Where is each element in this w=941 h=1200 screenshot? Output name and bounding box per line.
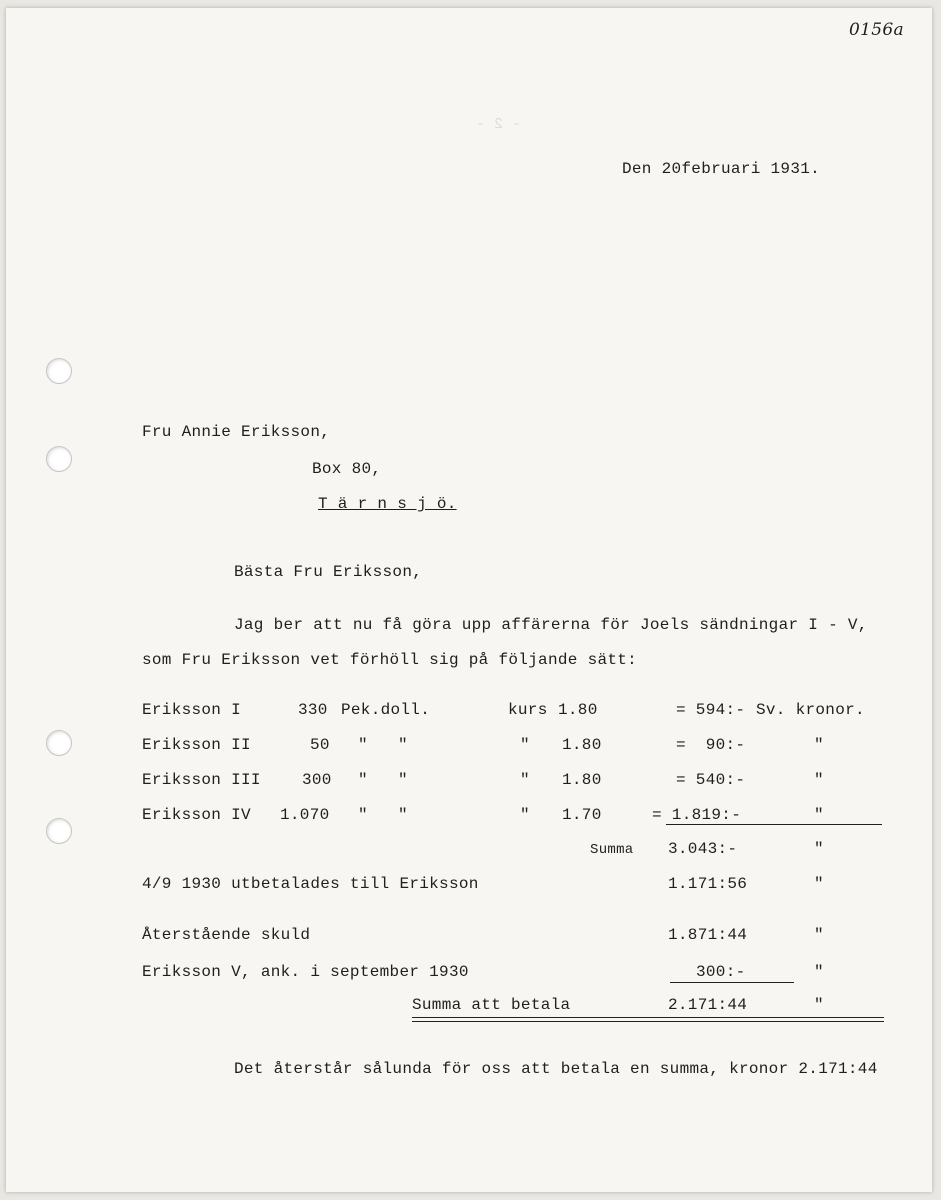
row-ditto: "	[398, 771, 408, 789]
row-amount: 330	[298, 701, 328, 719]
row-rate: 1.80	[562, 771, 602, 789]
row-rate-label: kurs	[508, 701, 548, 719]
total-currency: "	[814, 996, 824, 1014]
bleed-through-text	[76, 168, 688, 185]
fifth-label: Eriksson V, ank. i september 1930	[142, 963, 469, 981]
subtotal-rule	[666, 824, 882, 825]
row-name: Eriksson II	[142, 736, 251, 754]
row-name: Eriksson IV	[142, 806, 251, 824]
letter-page	[6, 8, 932, 1192]
row-currency: "	[814, 771, 824, 789]
row-ditto: "	[398, 736, 408, 754]
intro-line-2: som Fru Eriksson vet förhöll sig på följande sätt:	[142, 651, 638, 669]
remaining-currency: "	[814, 926, 824, 944]
row-name: Eriksson III	[142, 771, 261, 789]
row-currency: "	[814, 806, 824, 824]
row-unit: "	[358, 806, 368, 824]
remaining-value: 1.871:44	[668, 926, 748, 944]
row-rate: 1.80	[558, 701, 598, 719]
row-rate: 1.80	[562, 736, 602, 754]
row-unit: "	[358, 771, 368, 789]
row-rate-label: "	[520, 736, 530, 754]
summa-value: 3.043:-	[668, 840, 738, 858]
date-line: Den 20februari 1931.	[622, 160, 821, 178]
row-unit: "	[358, 736, 368, 754]
row-name: Eriksson I	[142, 701, 242, 719]
row-currency: "	[814, 736, 824, 754]
summa-currency: "	[814, 840, 824, 858]
row-rate: 1.70	[562, 806, 602, 824]
total-rule-top	[412, 1017, 884, 1018]
recipient-name: Fru Annie Eriksson,	[142, 423, 331, 441]
row-rate-label: "	[520, 806, 530, 824]
row-ditto: "	[398, 806, 408, 824]
recipient-box: Box 80,	[312, 460, 382, 478]
archive-number: 0156a	[849, 20, 904, 40]
punch-hole	[46, 818, 72, 844]
greeting: Bästa Fru Eriksson,	[234, 563, 423, 581]
row-sek: = 594:-	[676, 701, 746, 719]
punch-hole	[46, 730, 72, 756]
total-label: Summa att betala	[412, 996, 571, 1014]
row-sek: = 540:-	[676, 771, 746, 789]
row-currency: Sv. kronor.	[756, 701, 865, 719]
closing-line: Det återstår sålunda för oss att betala en summa, kronor 2.171:44	[234, 1060, 878, 1078]
paid-currency: "	[814, 875, 824, 893]
fifth-currency: "	[814, 963, 824, 981]
punch-hole	[46, 446, 72, 472]
fifth-rule	[670, 982, 794, 983]
row-unit: Pek.doll.	[341, 701, 431, 719]
row-rate-label: "	[520, 771, 530, 789]
recipient-city: T ä r n s j ö.	[318, 495, 457, 513]
row-amount: 50	[310, 736, 330, 754]
fifth-value: 300:-	[696, 963, 746, 981]
row-sek: = 1.819:-	[652, 806, 742, 824]
intro-line-1: Jag ber att nu få göra upp affärerna för Joels sändningar I - V,	[234, 616, 868, 634]
paid-value: 1.171:56	[668, 875, 748, 893]
remaining-label: Återstående skuld	[142, 926, 311, 944]
total-value: 2.171:44	[668, 996, 748, 1014]
row-amount: 1.070	[280, 806, 330, 824]
summa-label: Summa	[590, 842, 634, 858]
row-sek: = 90:-	[676, 736, 746, 754]
paid-label: 4/9 1930 utbetalades till Eriksson	[142, 875, 479, 893]
row-amount: 300	[302, 771, 332, 789]
bleed-through-page-number: - 2 -	[476, 116, 522, 133]
total-rule-bottom	[412, 1021, 884, 1022]
punch-hole	[46, 358, 72, 384]
